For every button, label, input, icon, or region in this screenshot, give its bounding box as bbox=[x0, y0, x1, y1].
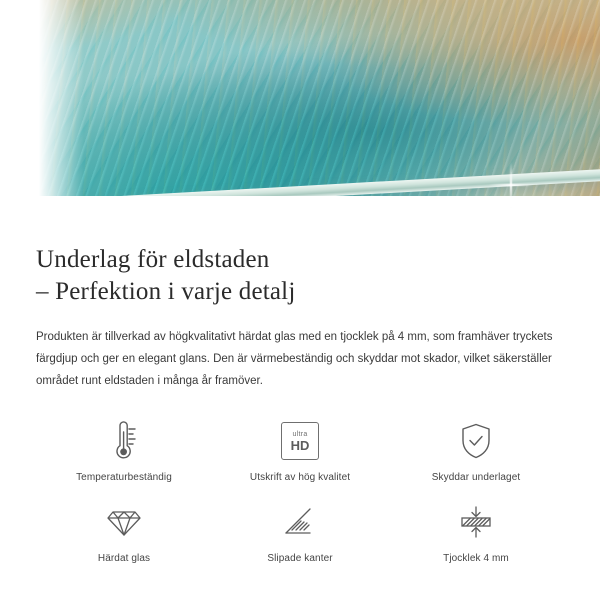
image-fade-bottom bbox=[0, 196, 600, 222]
feature-grid bbox=[36, 418, 564, 564]
ultra-hd-top-text: ultra bbox=[292, 430, 308, 438]
content-area bbox=[0, 222, 600, 564]
polished-edges-icon bbox=[214, 499, 386, 545]
feature-label: Tjocklek 4 mm bbox=[443, 553, 509, 564]
page-title bbox=[36, 244, 564, 308]
feature-label: Slipade kanter bbox=[267, 553, 333, 564]
feature-label: Skyddar underlaget bbox=[431, 472, 521, 483]
ultra-hd-icon bbox=[214, 418, 386, 464]
feature-label: Härdat glas bbox=[97, 553, 151, 564]
thermometer-icon bbox=[38, 418, 210, 464]
thickness-icon bbox=[390, 499, 562, 545]
feature-item bbox=[214, 418, 386, 483]
page-title-line-2: – Perfektion i varje detalj bbox=[36, 278, 296, 305]
feature-item bbox=[38, 499, 210, 564]
feature-item bbox=[38, 418, 210, 483]
feature-item bbox=[214, 499, 386, 564]
hero-product-image bbox=[0, 0, 600, 222]
feature-item bbox=[390, 418, 562, 483]
shield-check-icon bbox=[390, 418, 562, 464]
ultra-hd-bottom-text: HD bbox=[290, 437, 310, 453]
description-paragraph: Produkten är tillverkad av högkvalitativt härdat glas med en tjocklek på 4 mm, som framhäver tryckets färgdjup och ger en elegant glans. Den är värmebeständig och skyddar mot skador, vilket säkerställer området runt eldstaden i många år framöver. bbox=[36, 331, 553, 387]
feature-label: Temperaturbeständig bbox=[76, 472, 172, 483]
feature-item bbox=[390, 499, 562, 564]
feature-label: Utskrift av hög kvalitet bbox=[249, 472, 351, 483]
image-fade-left bbox=[0, 0, 84, 222]
page-title-line-1: Underlag för eldstaden bbox=[36, 246, 270, 273]
diamond-icon bbox=[38, 499, 210, 545]
